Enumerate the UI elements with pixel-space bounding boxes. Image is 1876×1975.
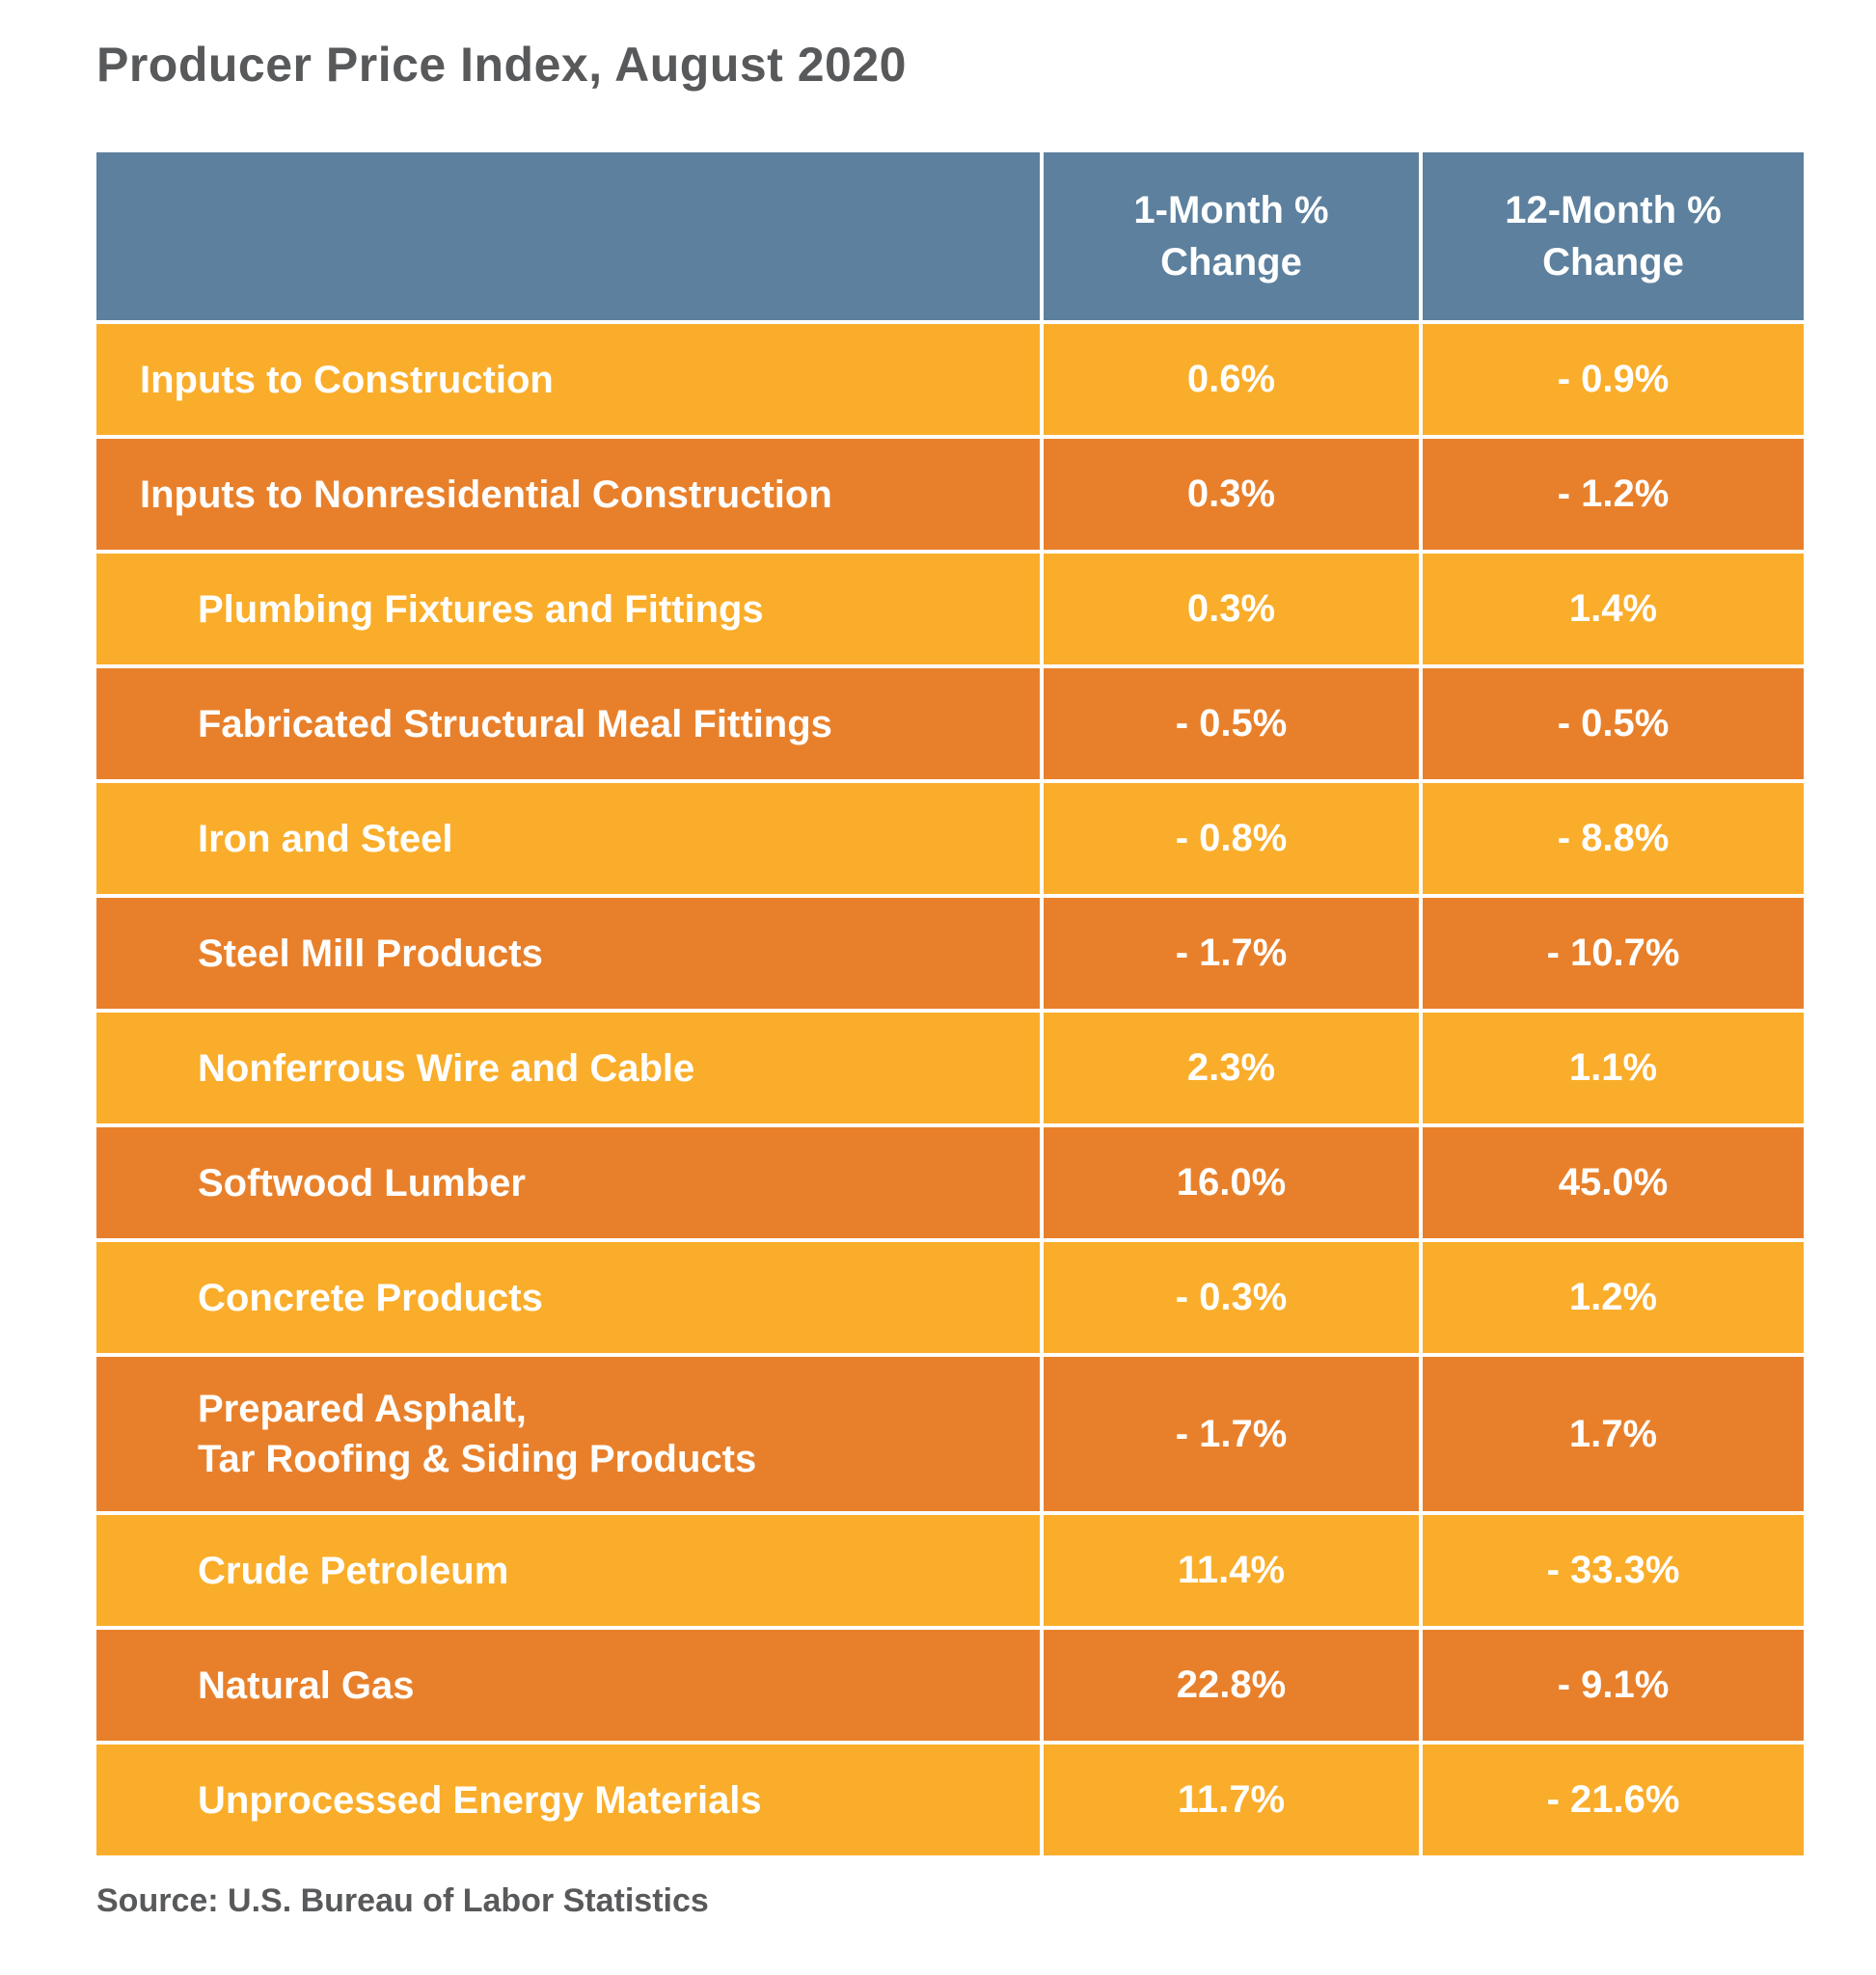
table-row-prepared-asphalt-tar-roofing-siding-products <box>96 1357 1804 1511</box>
header-12month-change: 12-Month % Change <box>1423 152 1804 320</box>
row-12month-value: 1.7% <box>1423 1357 1804 1511</box>
row-1month-value: - 0.5% <box>1044 668 1419 779</box>
row-1month-value: 2.3% <box>1044 1013 1419 1123</box>
table-row-steel-mill-products <box>96 898 1804 1009</box>
table-row-natural-gas <box>96 1630 1804 1741</box>
page-title: Producer Price Index, August 2020 <box>96 38 907 92</box>
table-header-row <box>96 152 1804 320</box>
row-label: Crude Petroleum <box>96 1515 1040 1626</box>
table-row-nonferrous-wire-and-cable <box>96 1013 1804 1123</box>
row-label: Fabricated Structural Meal Fittings <box>96 668 1040 779</box>
row-1month-value: - 0.3% <box>1044 1242 1419 1353</box>
row-label: Natural Gas <box>96 1630 1040 1741</box>
row-12month-value: - 8.8% <box>1423 783 1804 894</box>
row-1month-value: 22.8% <box>1044 1630 1419 1741</box>
header-1month-change: 1-Month % Change <box>1044 152 1419 320</box>
row-1month-value: 0.3% <box>1044 439 1419 550</box>
row-1month-value: 11.7% <box>1044 1745 1419 1855</box>
row-label: Inputs to Construction <box>96 324 1040 435</box>
row-label: Prepared Asphalt, Tar Roofing & Siding Products <box>96 1357 1040 1511</box>
row-12month-value: - 21.6% <box>1423 1745 1804 1855</box>
table-row-inputs-to-construction <box>96 324 1804 435</box>
table-row-concrete-products <box>96 1242 1804 1353</box>
row-label: Steel Mill Products <box>96 898 1040 1009</box>
row-1month-value: - 1.7% <box>1044 898 1419 1009</box>
row-1month-value: 0.6% <box>1044 324 1419 435</box>
row-12month-value: - 10.7% <box>1423 898 1804 1009</box>
row-label: Iron and Steel <box>96 783 1040 894</box>
row-12month-value: - 0.9% <box>1423 324 1804 435</box>
row-1month-value: - 1.7% <box>1044 1357 1419 1511</box>
row-label: Concrete Products <box>96 1242 1040 1353</box>
ppi-table <box>96 152 1804 1855</box>
table-row-plumbing-fixtures-and-fittings <box>96 554 1804 664</box>
row-12month-value: - 1.2% <box>1423 439 1804 550</box>
table-row-softwood-lumber <box>96 1127 1804 1238</box>
row-1month-value: 0.3% <box>1044 554 1419 664</box>
row-1month-value: 16.0% <box>1044 1127 1419 1238</box>
table-row-crude-petroleum <box>96 1515 1804 1626</box>
row-12month-value: 1.4% <box>1423 554 1804 664</box>
table-row-unprocessed-energy-materials <box>96 1745 1804 1855</box>
row-12month-value: - 9.1% <box>1423 1630 1804 1741</box>
row-label: Softwood Lumber <box>96 1127 1040 1238</box>
row-1month-value: - 0.8% <box>1044 783 1419 894</box>
table-row-inputs-to-nonresidential-construction <box>96 439 1804 550</box>
header-category-cell <box>96 152 1040 320</box>
table-row-iron-and-steel <box>96 783 1804 894</box>
row-label: Unprocessed Energy Materials <box>96 1745 1040 1855</box>
row-label: Plumbing Fixtures and Fittings <box>96 554 1040 664</box>
row-12month-value: 45.0% <box>1423 1127 1804 1238</box>
row-12month-value: 1.1% <box>1423 1013 1804 1123</box>
table-row-fabricated-structural-meal-fittings <box>96 668 1804 779</box>
source-note: Source: U.S. Bureau of Labor Statistics <box>96 1882 709 1919</box>
row-label: Nonferrous Wire and Cable <box>96 1013 1040 1123</box>
row-1month-value: 11.4% <box>1044 1515 1419 1626</box>
row-label: Inputs to Nonresidential Construction <box>96 439 1040 550</box>
row-12month-value: 1.2% <box>1423 1242 1804 1353</box>
row-12month-value: - 33.3% <box>1423 1515 1804 1626</box>
row-12month-value: - 0.5% <box>1423 668 1804 779</box>
